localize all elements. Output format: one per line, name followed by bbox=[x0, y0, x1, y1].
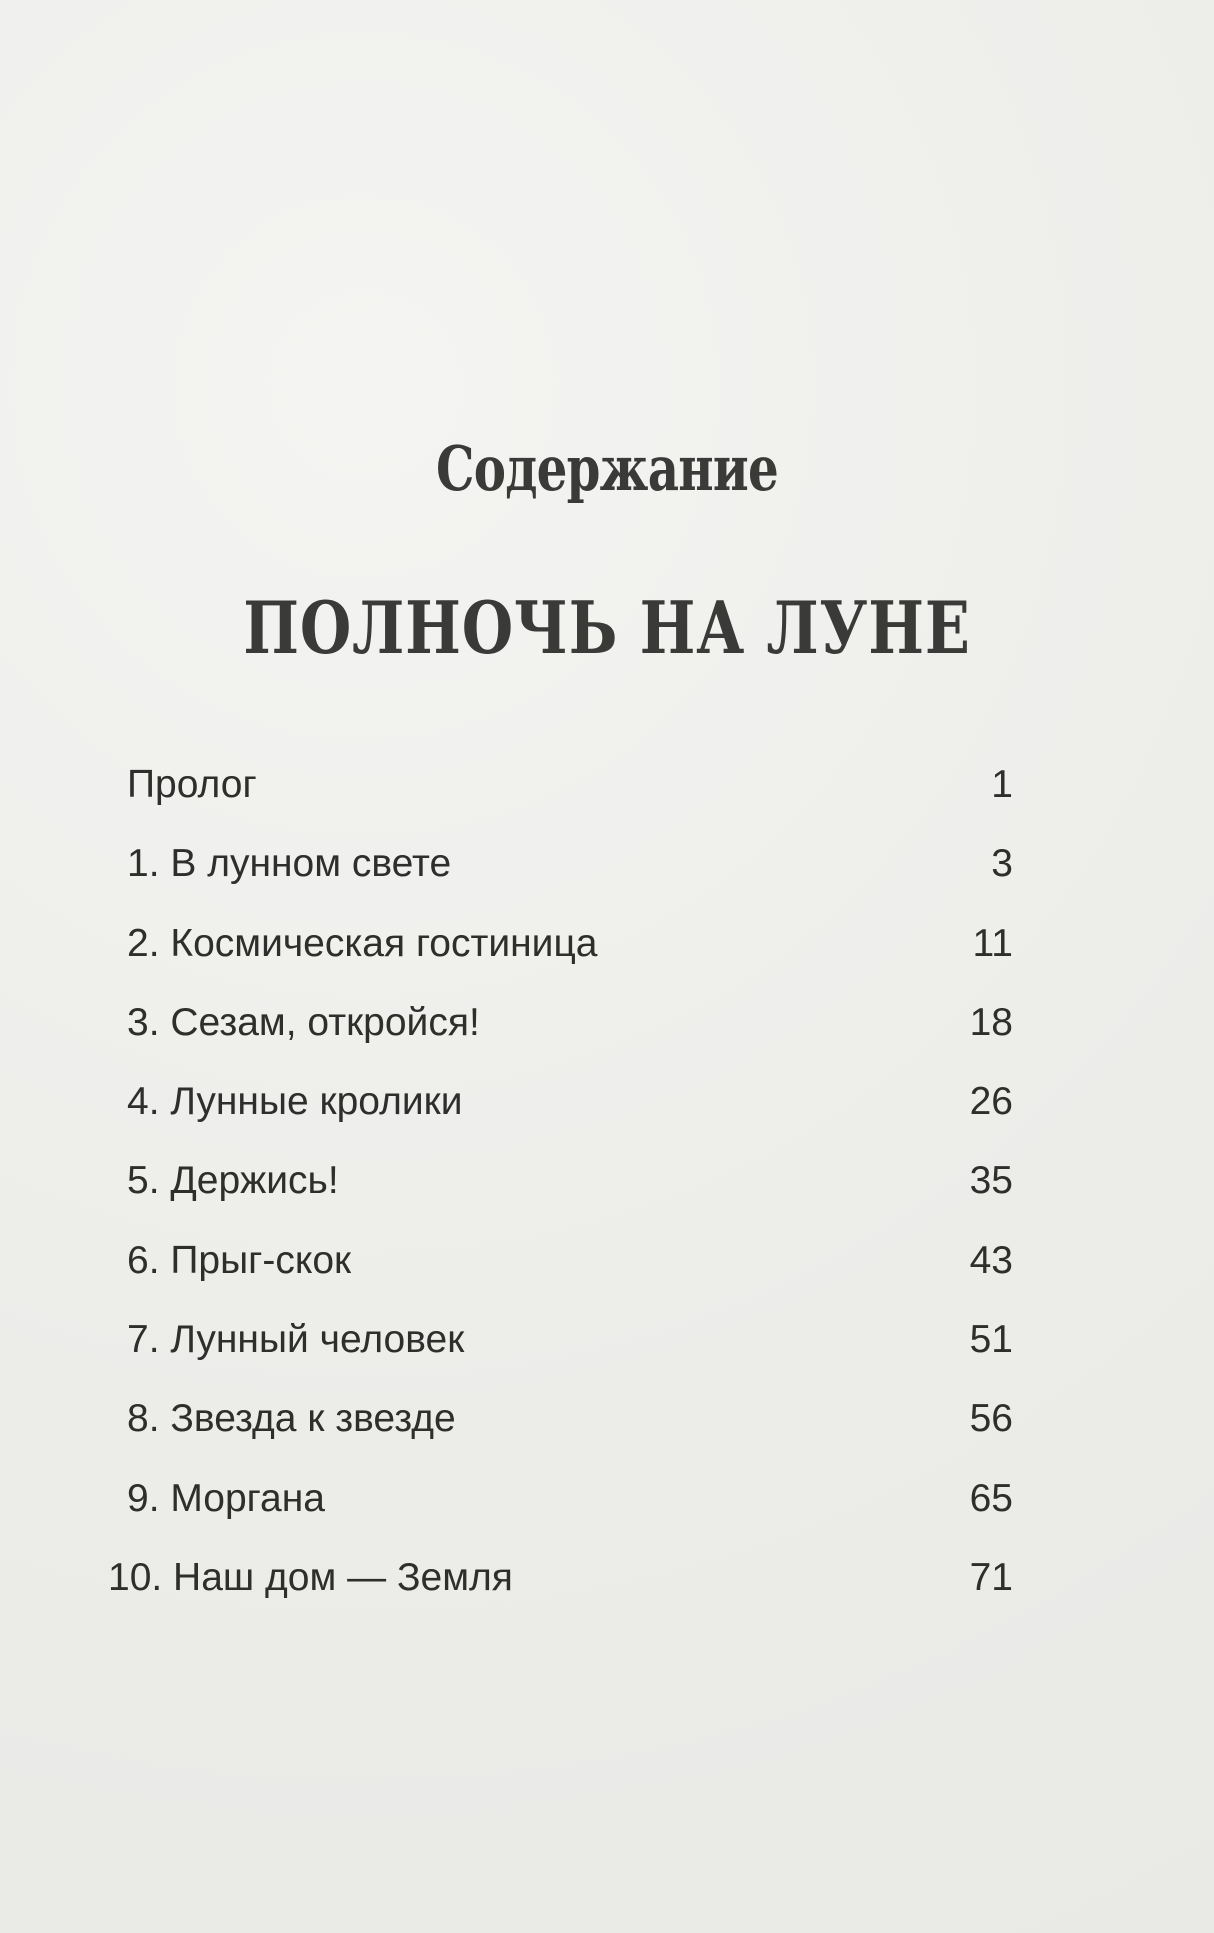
toc-entry bbox=[0, 904, 1214, 983]
toc-entry-page: 65 bbox=[969, 1476, 1013, 1520]
toc-entry-title: 3. Сезам, откройся! bbox=[127, 1000, 480, 1044]
toc-entry-title: 9. Моргана bbox=[127, 1476, 325, 1520]
toc-entry-title: 8. Звезда к звезде bbox=[127, 1397, 456, 1441]
toc-entry-title: 2. Космическая гостиница bbox=[127, 921, 598, 965]
toc-entry bbox=[0, 824, 1214, 903]
toc-entry-page: 43 bbox=[969, 1238, 1013, 1282]
toc-entry bbox=[0, 1459, 1214, 1538]
toc-entry-title: 5. Держись! bbox=[127, 1159, 339, 1203]
toc-entry-page: 11 bbox=[972, 921, 1013, 965]
toc-entry bbox=[0, 1538, 1214, 1617]
toc-entry-page: 71 bbox=[969, 1555, 1013, 1599]
toc-entry-title: 1. В лунном свете bbox=[127, 842, 452, 886]
toc-entry-title: 10. Наш дом — Земля bbox=[108, 1555, 513, 1599]
toc-entry-page: 35 bbox=[969, 1159, 1013, 1203]
toc-entry-title: 4. Лунные кролики bbox=[127, 1080, 463, 1124]
toc-entry-title: Пролог bbox=[127, 763, 257, 806]
toc-entry bbox=[0, 1300, 1214, 1379]
toc-entry bbox=[0, 1062, 1214, 1141]
toc-entry-title: 7. Лунный человек bbox=[127, 1318, 465, 1362]
toc-entry-title: 6. Прыг-скок bbox=[127, 1238, 352, 1282]
table-of-contents bbox=[0, 745, 1214, 1617]
toc-entry bbox=[0, 1379, 1214, 1458]
contents-heading: Содержание bbox=[436, 432, 778, 505]
book-title: ПОЛНОЧЬ НА ЛУНЕ bbox=[243, 585, 971, 670]
toc-entry bbox=[0, 983, 1214, 1062]
toc-entry bbox=[0, 1221, 1214, 1300]
toc-entry bbox=[0, 745, 1214, 824]
toc-entry-page: 51 bbox=[969, 1318, 1013, 1362]
toc-entry bbox=[0, 1141, 1214, 1220]
toc-entry-page: 1 bbox=[991, 763, 1013, 806]
toc-entry-page: 3 bbox=[991, 842, 1013, 886]
toc-entry-page: 26 bbox=[969, 1080, 1013, 1124]
toc-entry-page: 18 bbox=[969, 1000, 1013, 1044]
toc-entry-page: 56 bbox=[969, 1397, 1013, 1441]
